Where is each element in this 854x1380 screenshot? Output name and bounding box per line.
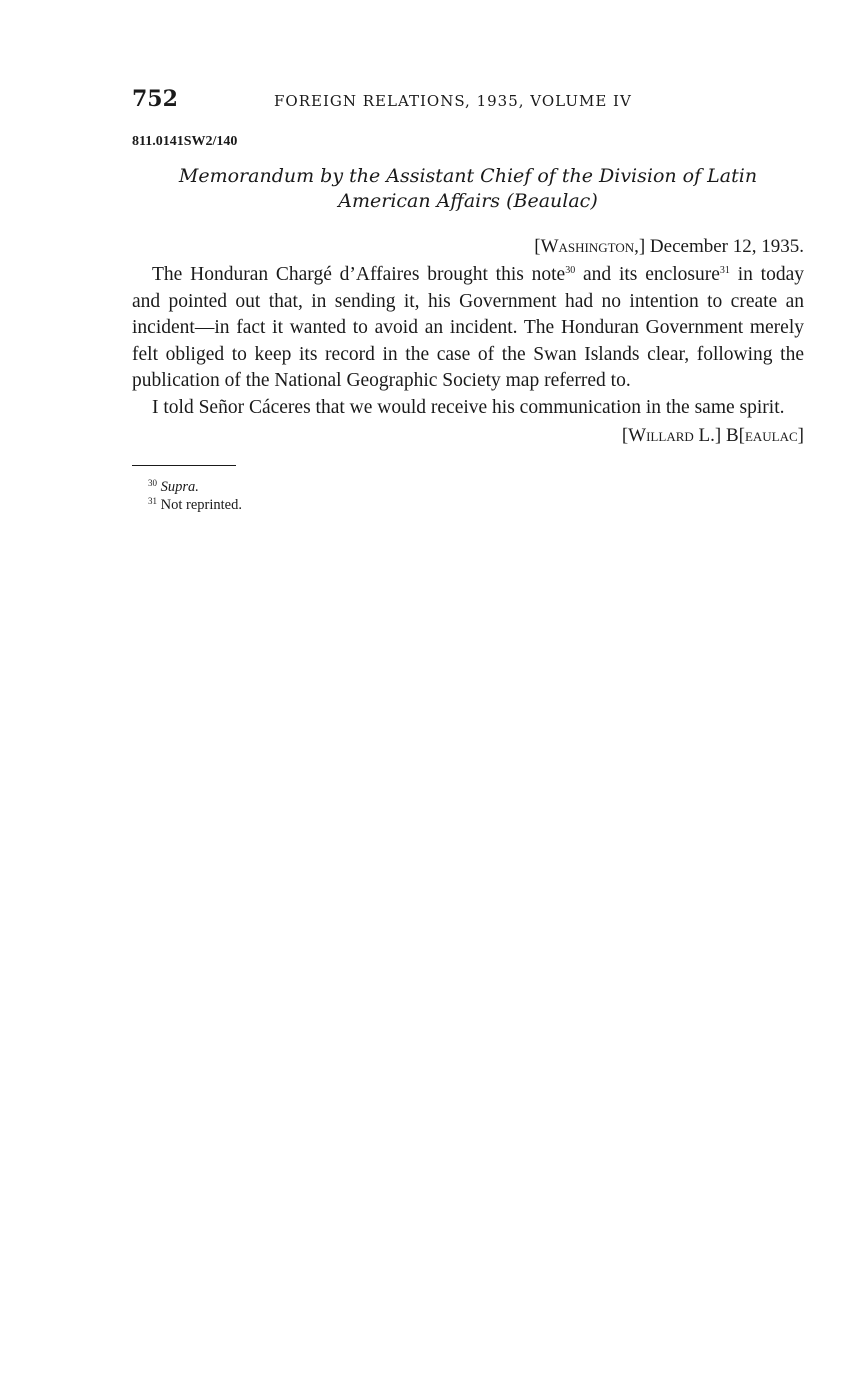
footnote-ref-31: 31 <box>719 265 730 276</box>
footnote-ref-30: 30 <box>565 265 576 276</box>
signature-close: ] <box>797 425 804 446</box>
paragraph-1-part-c: in today and pointed out that, in sending it, his Government had no intention to create an incident—in fact it wanted to avoid an incident. The Honduran Government merely felt obliged to keep its record in the case of the Swan Islands clear, following the publication of the National Geographic Society map referred to. <box>132 264 804 391</box>
dateline-date: ,] December 12, 1935. <box>634 236 804 257</box>
paragraph-1-part-a: The Honduran Chargé d’Affaires brought this note <box>152 264 566 285</box>
signature-last-name: eaulac <box>744 425 798 446</box>
page-number: 752 <box>132 86 178 112</box>
paragraph-1 <box>132 262 804 395</box>
file-number: 811.0141SW2/140 <box>132 134 238 149</box>
footnote-divider <box>132 465 236 466</box>
signature-middle: L.] B[ <box>693 425 745 446</box>
footnote-number: 30 <box>148 478 157 488</box>
document-page <box>132 86 804 514</box>
dateline-place: Washington <box>540 236 635 257</box>
footnote-number: 31 <box>148 496 157 506</box>
footnote-text: Supra. <box>160 479 199 495</box>
footnote-item <box>148 496 804 514</box>
signature-open: [ <box>621 425 629 446</box>
running-title: FOREIGN RELATIONS, 1935, VOLUME IV <box>274 92 632 110</box>
paragraph-2: I told Señor Cáceres that we would receive his communication in the same spirit. <box>152 396 785 418</box>
paragraph-1-part-b: and its enclosure <box>575 264 720 285</box>
signature-first-name: Willard <box>628 425 694 446</box>
document-title-line-2: American Affairs (Beaulac) <box>338 190 598 212</box>
signature <box>132 425 804 447</box>
running-head <box>132 86 804 116</box>
footnote-item <box>148 478 804 496</box>
document-title-line-1: Memorandum by the Assistant Chief of the Division of Latin <box>178 165 758 187</box>
dateline-open: [ <box>534 236 541 257</box>
document-title <box>132 164 804 214</box>
footnotes <box>132 478 804 514</box>
dateline <box>132 236 804 258</box>
memo-body <box>132 262 804 421</box>
footnote-text: Not reprinted. <box>160 497 242 513</box>
